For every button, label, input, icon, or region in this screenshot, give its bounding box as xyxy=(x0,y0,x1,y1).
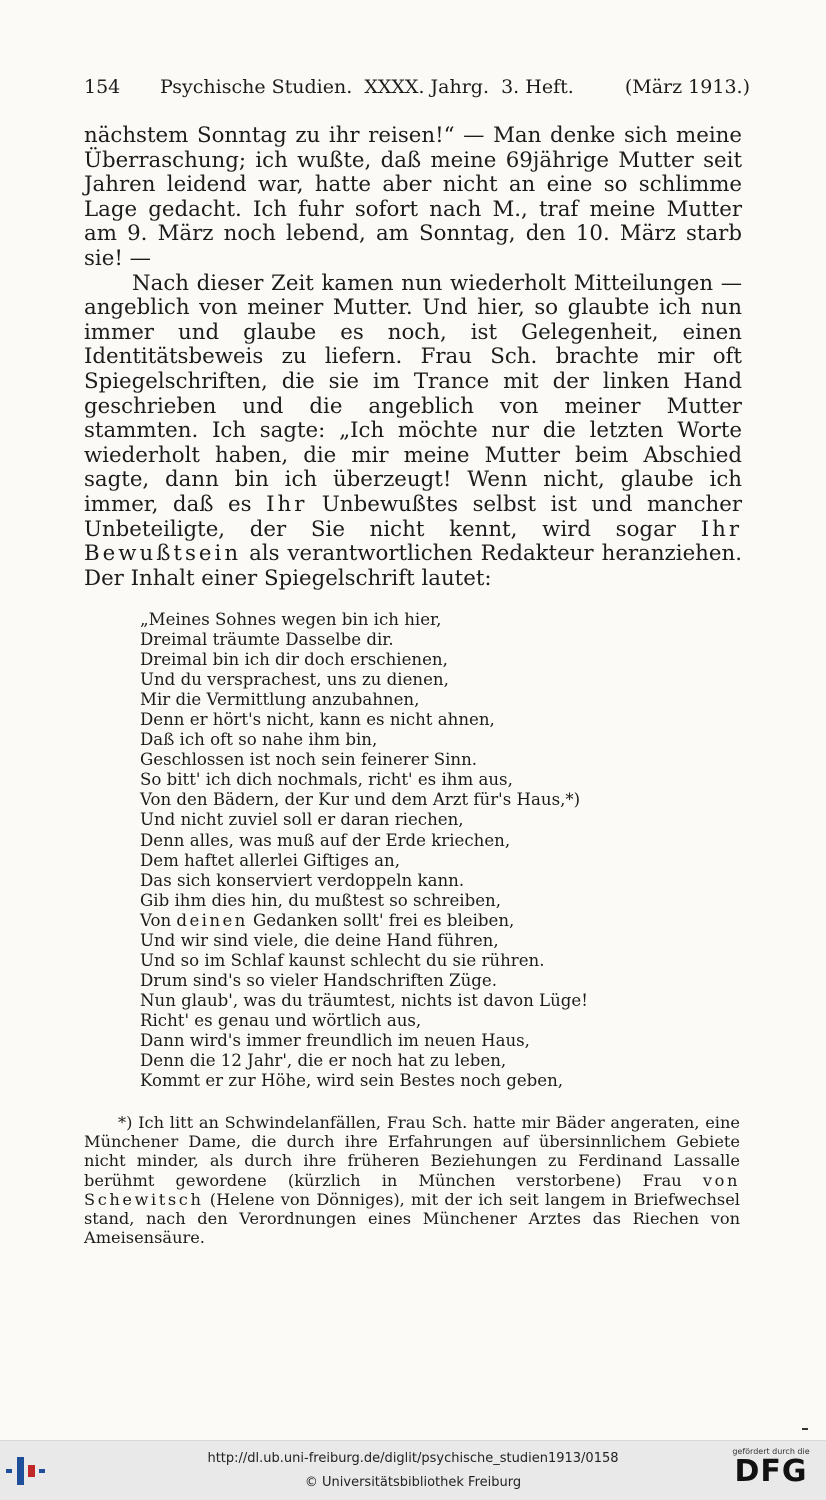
poem-line: Drum sind's so vieler Handschriften Züge. xyxy=(140,970,497,990)
poem-line: Kommt er zur Höhe, wird sein Bestes noch geben, xyxy=(140,1071,564,1091)
dfg-funded-by: gefördert durch die xyxy=(732,1447,810,1456)
emphasis-name: von Schewitsch xyxy=(84,1170,740,1209)
paragraph-1: nächstem Sonntag zu ihr reisen!“ — Man denke sich meine Überraschung; ich wußte, daß meine 69jährige Mutter seit Jahren leidend war, hatte aber nicht an eine so schlimme Lage gedacht. Ich fuhr sofort nach M., traf meine Mutter am 9. März noch lebend, am Sonntag, den 10. März starb sie! — xyxy=(84,123,742,271)
poem-line: Denn die 12 Jahr', die er noch hat zu leben, xyxy=(140,1051,507,1071)
running-title: Psychische Studien. XXXX. Jahrg. 3. Heft. xyxy=(160,76,574,98)
poem-line: Gib ihm dies hin, du mußtest so schreiben, xyxy=(140,890,502,910)
page-header xyxy=(84,76,750,104)
page-number: 154 xyxy=(84,76,121,98)
issue-date: (März 1913.) xyxy=(624,76,750,98)
poem-line: Und du versprachest, uns zu dienen, xyxy=(140,670,449,690)
poem-line: Und so im Schlaf kaunst schlecht du sie rühren. xyxy=(140,950,545,970)
poem-line: Und wir sind viele, die deine Hand führen, xyxy=(140,930,499,950)
poem-line: Nun glaub', was du träumtest, nichts ist davon Lüge! xyxy=(140,990,588,1010)
poem-spiegelschrift xyxy=(140,610,700,1091)
emphasis-ihr: Ihr xyxy=(266,491,308,517)
paragraph-2-part-a: Nach dieser Zeit kamen nun wiederholt Mitteilungen — angeblich von meiner Mutter. Und hier, so glaubte ich nun immer und glaube es noch, ist Gelegenheit, einen Identitätsbeweis zu liefern. Frau Sch. brachte mir oft Spiegelschriften, die sie im Trance mit der linken Hand geschrieben und die angeblich von meiner Mutter stammten. Ich sagte: „Ich möchte nur die letzten Worte wiederholt haben, die mir meine Mutter beim Abschied sagte, dann bin ich überzeugt! Wenn nicht, glaube ich immer, daß es xyxy=(84,270,742,517)
emphasis-deinen: deinen xyxy=(176,910,248,930)
body-text xyxy=(84,124,742,591)
emphasis-bewusstsein: Ihr Bewußtsein xyxy=(84,516,742,567)
poem-line: „Meines Sohnes wegen bin ich hier, xyxy=(140,610,442,629)
poem-line: Von den Bädern, der Kur und dem Arzt für's Haus,*) xyxy=(140,790,581,810)
poem-line: Das sich konserviert verdoppeln kann. xyxy=(140,870,465,890)
dfg-logo-text: DFG xyxy=(734,1454,808,1489)
poem-line: Denn er hört's nicht, kann es nicht ahnen, xyxy=(140,710,495,730)
poem-line: Dem haftet allerlei Giftiges an, xyxy=(140,850,401,870)
poem-line: Richt' es genau und wörtlich aus, xyxy=(140,1010,422,1030)
paragraph-2-part-b: Unbewußtes selbst ist und mancher Unbeteiligte, der Sie nicht kennt, wird sogar xyxy=(84,491,743,542)
paragraph-2 xyxy=(84,272,742,592)
paragraph-2-part-c: als verantwortlichen Redakteur heranziehen. Der Inhalt einer Spiegelschrift lautet: xyxy=(84,541,742,591)
poem-line: Denn alles, was muß auf der Erde kriechen, xyxy=(140,830,511,850)
poem-line-16-b: Gedanken sollt' frei es bleiben, xyxy=(253,910,515,930)
poem-line: Und nicht zuviel soll er daran riechen, xyxy=(140,810,464,830)
poem-line: Dreimal träumte Dasselbe dir. xyxy=(140,630,394,650)
poem-line: Mir die Vermittlung anzubahnen, xyxy=(140,690,420,710)
poem-line-16-a: Von xyxy=(140,910,172,930)
poem-line: Daß ich oft so nahe ihm bin, xyxy=(140,730,378,750)
poem-line: Dreimal bin ich dir doch erschienen, xyxy=(140,650,448,670)
dfg-logo xyxy=(726,1447,816,1495)
poem-line: Geschlossen ist noch sein feinerer Sinn. xyxy=(140,750,478,770)
viewer-footer xyxy=(0,1440,826,1500)
corner-mark xyxy=(802,1428,808,1430)
poem-line: Dann wird's immer freundlich im neuen Haus, xyxy=(140,1030,530,1050)
footnote-text xyxy=(84,1113,740,1247)
copyright-notice: © Universitätsbibliothek Freiburg xyxy=(304,1475,522,1490)
poem-line xyxy=(140,911,700,931)
footnote-part-a: *) Ich litt an Schwindelanfällen, Frau Sch. hatte mir Bäder angeraten, eine Münchener Dame, die durch ihre Erfahrungen auf übersinnlichem Gebiete nicht minder, als durch ihre früheren Beziehungen zu Ferdinand Lassalle berühmt gewordene (kürzlich in München verstorbene) Frau xyxy=(84,1113,740,1190)
footnote-part-b: (Helene von Dönniges), mit der ich seit langem in Briefwechsel stand, nach den Verordnungen eines Münchener Arztes das Riechen von Ameisensäure. xyxy=(84,1189,740,1248)
poem-line: So bitt' ich dich nochmals, richt' es ihm aus, xyxy=(140,770,513,790)
source-url-link[interactable]: http://dl.ub.uni-freiburg.de/diglit/psychische_studien1913/0158 xyxy=(207,1451,619,1466)
footnote xyxy=(84,1113,740,1247)
